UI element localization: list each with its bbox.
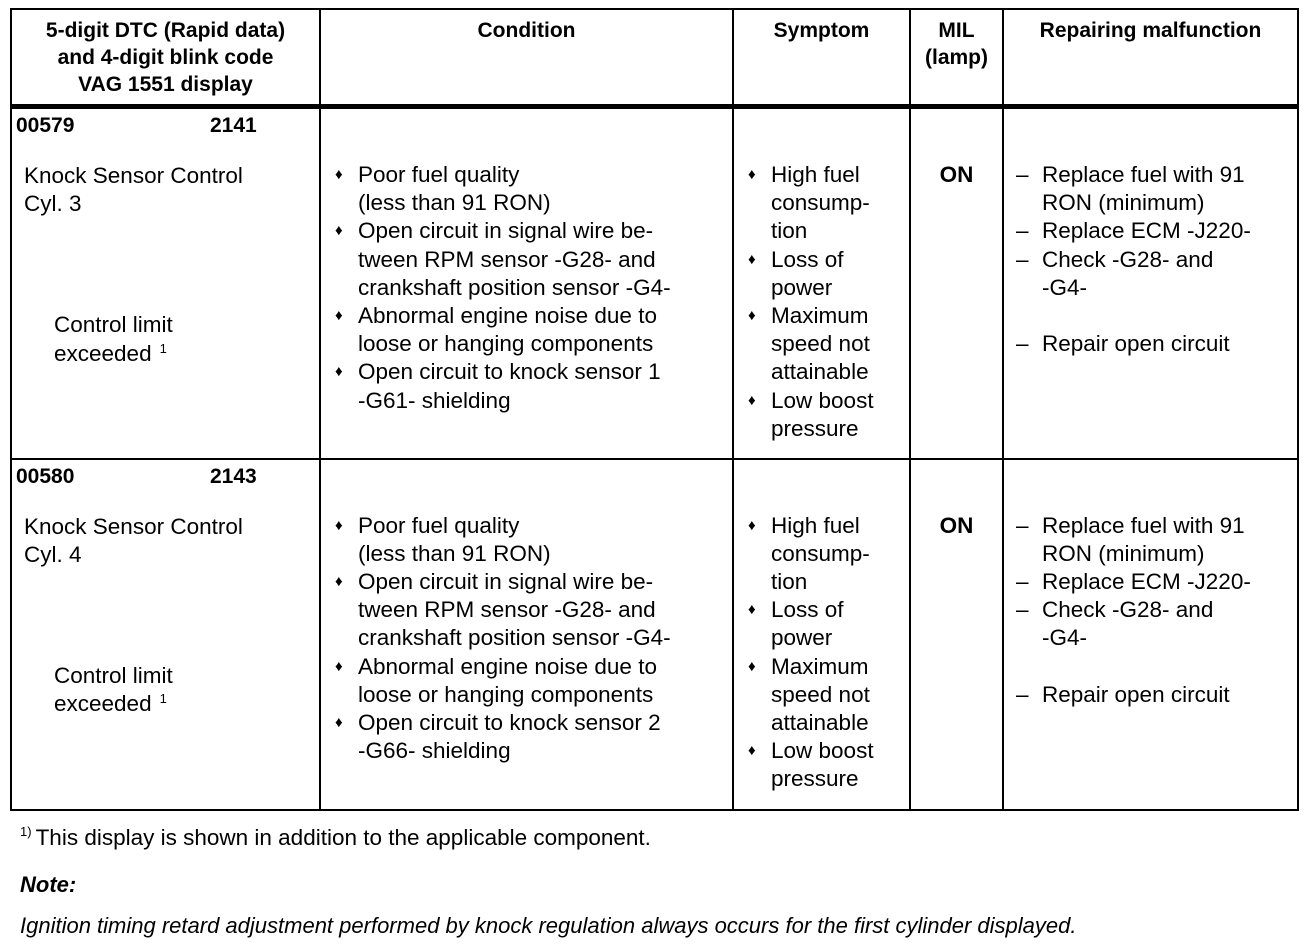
list-item xyxy=(748,161,909,246)
dtc-limit-text xyxy=(12,569,319,718)
diamond-bullet-icon: ♦ xyxy=(335,516,343,534)
header-dtc-line-3: VAG 1551 display xyxy=(78,73,253,96)
dash-icon: – xyxy=(1016,597,1029,623)
diamond-bullet-icon: ♦ xyxy=(748,307,756,325)
repair-item xyxy=(1016,330,1297,358)
list-item xyxy=(335,161,732,217)
list-item-line: Loss of xyxy=(771,246,844,272)
repair-item xyxy=(1016,217,1297,245)
list-item-line: power xyxy=(771,274,833,300)
header-condition-label: Condition xyxy=(477,19,576,42)
list-item-line: Open circuit in signal wire be- xyxy=(358,218,654,244)
list-item xyxy=(335,709,732,765)
list-item-line: Poor fuel quality xyxy=(358,162,520,187)
dtc-5-digit-code: 00579 xyxy=(16,114,75,137)
repair-item xyxy=(1016,512,1297,568)
list-item-line: (less than 91 RON) xyxy=(358,190,551,216)
condition-list xyxy=(321,161,732,415)
dtc-limit-line-2 xyxy=(54,690,319,718)
dash-icon: – xyxy=(1016,681,1029,707)
list-item-line: Replace fuel with 91 xyxy=(1042,512,1245,538)
diamond-bullet-icon: ♦ xyxy=(335,166,343,183)
list-item-line: power xyxy=(771,625,833,651)
list-item-line: Open circuit to knock sensor 2 xyxy=(358,709,661,735)
diamond-bullet-icon: ♦ xyxy=(748,391,756,409)
symptom-cell xyxy=(733,107,910,459)
diamond-bullet-icon: ♦ xyxy=(335,657,343,675)
list-item-line: pressure xyxy=(771,766,859,792)
list-item-line: High fuel xyxy=(771,162,860,187)
note-text: Ignition timing retard adjustment performed by knock regulation always occurs for the first cylinder displayed. xyxy=(20,913,1077,938)
list-item xyxy=(335,512,732,568)
list-item xyxy=(335,653,732,709)
diamond-bullet-icon: ♦ xyxy=(748,166,756,183)
list-item-line: tion xyxy=(771,568,808,594)
dtc-limit-word: exceeded xyxy=(54,340,152,366)
list-item-line: Abnormal engine noise due to xyxy=(358,653,657,679)
condition-cell xyxy=(320,107,733,459)
list-item-line: Low boost xyxy=(771,738,874,764)
list-item-line: Repair open circuit xyxy=(1042,681,1230,707)
list-item-line: Replace ECM -J220- xyxy=(1042,218,1251,244)
list-item-line: loose or hanging components xyxy=(358,681,654,707)
diamond-bullet-icon: ♦ xyxy=(748,601,756,619)
header-dtc-line-1: 5-digit DTC (Rapid data) xyxy=(45,19,286,42)
footnote-text: This display is shown in addition to the applicable component. xyxy=(35,825,651,850)
mil-status: ON xyxy=(939,512,974,538)
list-item-line: tion xyxy=(771,218,808,244)
dtc-limit-line-1: Control limit xyxy=(54,662,173,688)
list-item-line: loose or hanging components xyxy=(358,331,654,357)
list-item-line: tween RPM sensor -G28- and xyxy=(358,597,656,623)
mil-cell xyxy=(910,107,1003,459)
diamond-bullet-icon: ♦ xyxy=(335,363,343,381)
dtc-description xyxy=(12,144,319,218)
list-item-line: -G4- xyxy=(1042,274,1087,300)
symptom-list xyxy=(734,161,909,443)
list-item-line: -G4- xyxy=(1042,625,1087,651)
list-item-line: Replace fuel with 91 xyxy=(1042,162,1245,187)
header-repair xyxy=(1003,9,1298,107)
repair-item xyxy=(1016,161,1297,217)
list-item xyxy=(748,512,909,597)
header-symptom-label: Symptom xyxy=(773,19,870,42)
dash-icon: – xyxy=(1016,331,1029,357)
symptom-list xyxy=(734,512,909,794)
list-item-line: Low boost xyxy=(771,387,874,413)
list-item-line: Open circuit in signal wire be- xyxy=(358,568,654,594)
dtc-description-line-2: Cyl. 3 xyxy=(24,191,82,217)
list-item xyxy=(335,358,732,414)
dtc-code-line xyxy=(12,109,319,144)
list-item-line: pressure xyxy=(771,415,859,441)
condition-list xyxy=(321,512,732,766)
dtc-table xyxy=(10,8,1299,811)
list-item-line: Maximum xyxy=(771,653,869,679)
dtc-limit-line-1: Control limit xyxy=(54,312,173,338)
list-item-line: Check -G28- and xyxy=(1042,246,1214,272)
list-item xyxy=(748,387,909,443)
list-item-line: attainable xyxy=(771,359,869,385)
dtc-code-line xyxy=(12,460,319,495)
list-item-line: Replace ECM -J220- xyxy=(1042,568,1251,594)
repair-cell xyxy=(1003,107,1298,459)
header-mil-line-1: MIL xyxy=(938,19,975,42)
dash-icon: – xyxy=(1016,512,1029,538)
dtc-blink-code: 2143 xyxy=(210,464,257,488)
list-item-line: Loss of xyxy=(771,597,844,623)
list-item-line: (less than 91 RON) xyxy=(358,540,551,566)
list-item xyxy=(335,302,732,358)
header-dtc-display xyxy=(11,9,320,107)
list-item-line: Check -G28- and xyxy=(1042,597,1214,623)
dtc-cell xyxy=(11,107,320,459)
diamond-bullet-icon: ♦ xyxy=(335,307,343,325)
list-item xyxy=(748,653,909,738)
diamond-bullet-icon: ♦ xyxy=(748,742,756,760)
repair-list xyxy=(1004,512,1297,709)
dash-icon: – xyxy=(1016,246,1029,272)
dash-icon: – xyxy=(1016,218,1029,244)
repair-list xyxy=(1004,161,1297,358)
symptom-cell xyxy=(733,459,910,810)
diamond-bullet-icon: ♦ xyxy=(748,250,756,268)
dtc-blink-code: 2141 xyxy=(210,114,257,137)
list-item-line: speed not xyxy=(771,331,870,357)
dtc-description-line-2: Cyl. 4 xyxy=(24,541,82,567)
list-item-line: tween RPM sensor -G28- and xyxy=(358,246,656,272)
repair-item xyxy=(1016,596,1297,652)
dtc-5-digit-code: 00580 xyxy=(16,464,75,488)
dtc-limit-line-2 xyxy=(54,340,319,368)
dtc-description-line-1: Knock Sensor Control xyxy=(24,163,243,188)
dtc-description-line-1: Knock Sensor Control xyxy=(24,513,243,539)
list-item xyxy=(748,596,909,652)
list-item xyxy=(748,302,909,387)
list-item-line: Abnormal engine noise due to xyxy=(358,303,657,329)
diamond-bullet-icon: ♦ xyxy=(335,222,343,240)
condition-cell xyxy=(320,459,733,810)
repair-item xyxy=(1016,681,1297,709)
list-item-line: attainable xyxy=(771,709,869,735)
list-item-line: crankshaft position sensor -G4- xyxy=(358,274,671,300)
mil-cell xyxy=(910,459,1003,810)
list-item-line: Repair open circuit xyxy=(1042,331,1230,357)
list-item-line: consump- xyxy=(771,540,870,566)
footnote-ref-marker: 1 xyxy=(159,340,167,356)
footnote-ref-marker: 1 xyxy=(159,691,167,707)
repair-item xyxy=(1016,568,1297,596)
footnote-marker: 1) xyxy=(20,824,32,839)
table-header-row xyxy=(11,9,1298,107)
list-item-line: speed not xyxy=(771,681,870,707)
list-item xyxy=(748,737,909,793)
list-item xyxy=(748,246,909,302)
repair-item xyxy=(1016,246,1297,302)
footnote xyxy=(20,823,651,853)
diamond-bullet-icon: ♦ xyxy=(748,516,756,534)
list-item-line: crankshaft position sensor -G4- xyxy=(358,625,671,651)
dtc-description xyxy=(12,495,319,569)
mil-status: ON xyxy=(939,162,974,187)
header-mil xyxy=(910,9,1003,107)
diamond-bullet-icon: ♦ xyxy=(748,657,756,675)
list-item-line: -G61- shielding xyxy=(358,387,511,413)
dtc-limit-text xyxy=(12,218,319,367)
header-condition xyxy=(320,9,733,107)
diamond-bullet-icon: ♦ xyxy=(335,572,343,590)
list-item-line: RON (minimum) xyxy=(1042,540,1205,566)
dtc-cell xyxy=(11,459,320,810)
list-item-line: Maximum xyxy=(771,303,869,329)
list-item-line: consump- xyxy=(771,190,870,216)
list-item-line: Poor fuel quality xyxy=(358,512,520,538)
list-item-line: High fuel xyxy=(771,512,860,538)
header-symptom xyxy=(733,9,910,107)
list-item-line: -G66- shielding xyxy=(358,738,511,764)
list-item xyxy=(335,568,732,653)
table-row xyxy=(11,459,1298,810)
list-item-line: RON (minimum) xyxy=(1042,190,1205,216)
list-item xyxy=(335,217,732,302)
header-repair-label: Repairing malfunction xyxy=(1039,19,1262,42)
note-label: Note: xyxy=(20,872,77,897)
repair-cell xyxy=(1003,459,1298,810)
header-mil-line-2: (lamp) xyxy=(925,46,988,69)
dash-icon: – xyxy=(1016,568,1029,594)
diamond-bullet-icon: ♦ xyxy=(335,713,343,731)
dash-icon: – xyxy=(1016,162,1029,187)
header-dtc-line-2: and 4-digit blink code xyxy=(57,46,274,69)
dtc-limit-word: exceeded xyxy=(54,691,152,717)
table-row xyxy=(11,107,1298,459)
list-item-line: Open circuit to knock sensor 1 xyxy=(358,359,661,385)
